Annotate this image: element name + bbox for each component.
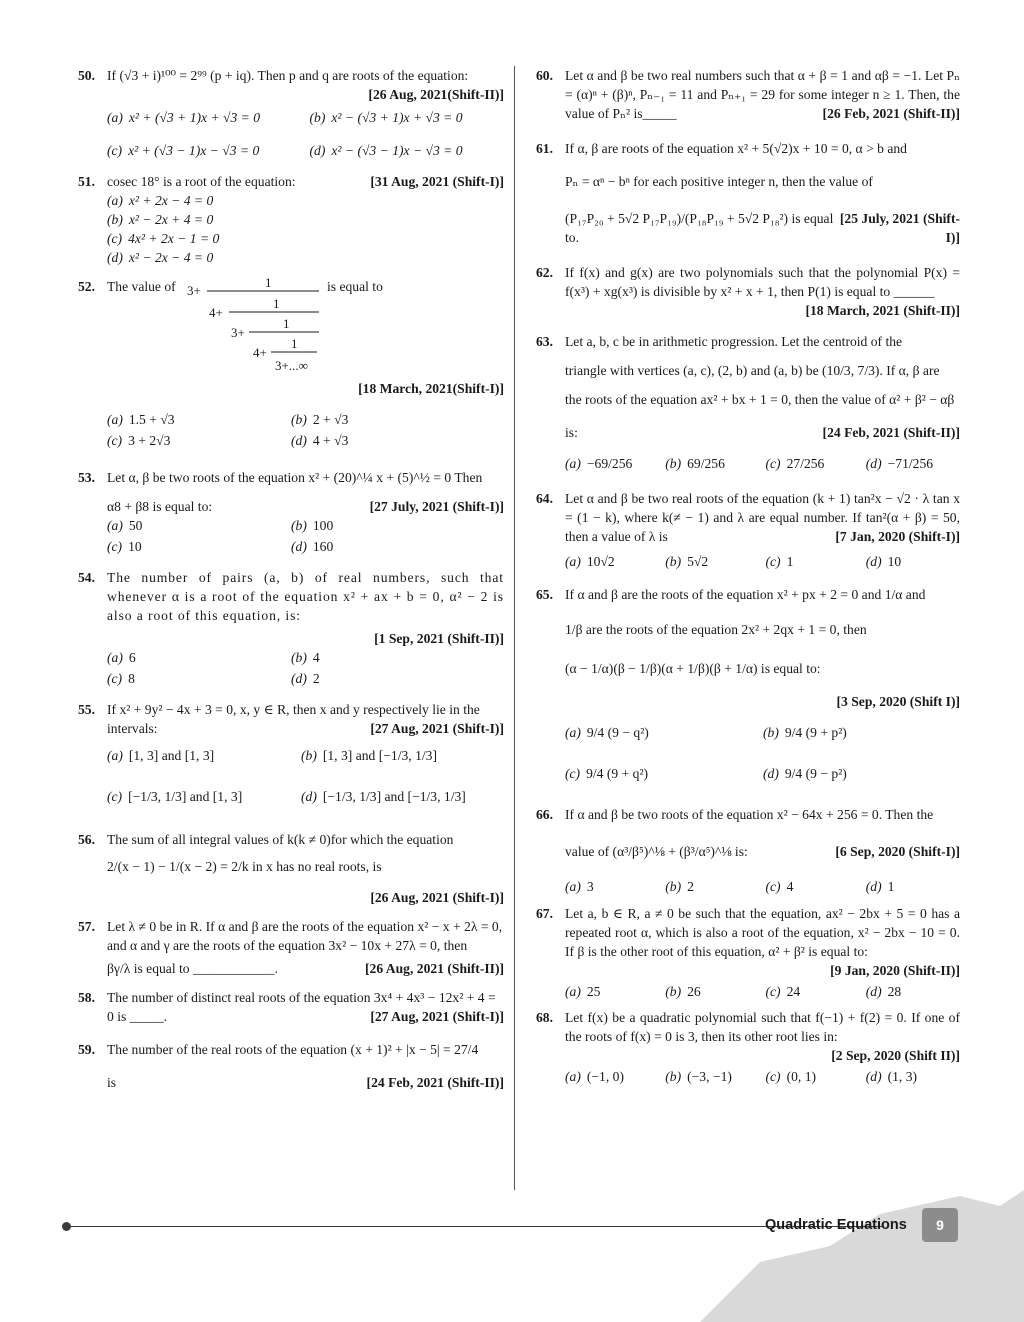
exam-tag: [27 Aug, 2021 (Shift-I)]	[370, 1009, 504, 1024]
question-number: 54.	[78, 570, 95, 585]
exam-tag: [2 Sep, 2020 (Shift II)]	[831, 1048, 960, 1063]
option-a: (a) 25	[565, 984, 601, 999]
exam-tag: [27 July, 2021 (Shift-I)]	[369, 499, 504, 514]
option-d: (d) 28	[865, 984, 902, 999]
option-b: (b) (−3, −1)	[665, 1069, 732, 1084]
question-stem: The number of pairs (a, b) of real numbers, such that whenever α is a root of the equation x² + ax + b = 0, α² − 2 is also a root of this equation, is:	[107, 570, 504, 623]
page-number: 9	[936, 1217, 944, 1233]
question-stem: If (√3 + i)¹⁰⁰ = 2⁹⁹ (p + iq). Then p and q are roots of the equation:	[107, 68, 469, 83]
cf-one-3: 1	[283, 316, 290, 331]
option-c: (c) (0, 1)	[765, 1069, 817, 1084]
question-stem-end: is equal to	[327, 279, 383, 294]
option-b: (b) 100	[291, 518, 334, 533]
footer-bullet	[62, 1222, 71, 1231]
exam-tag: [31 Aug, 2021 (Shift-I)]	[370, 174, 504, 189]
question-stem: The value of	[107, 279, 176, 294]
question-number: 61.	[536, 141, 553, 156]
question-stem: Let f(x) be a quadratic polynomial such that f(−1) + f(2) = 0. If one of the roots of f(x) = 0 is 3, then its other root lies in:	[565, 1010, 960, 1044]
question-stem: Let α and β be two real roots of the equation (k + 1) tan²x − √2 · λ tan x = (1 − k), where k(≠ − 1) and λ are equal number. If tan²(α + β) = 50, then a value of λ is	[565, 491, 960, 544]
option-a: (a) 50	[107, 518, 143, 533]
option-b: (b) 9/4 (9 + p²)	[763, 725, 847, 740]
exam-tag: [18 March, 2021 (Shift-II)]	[805, 303, 960, 318]
option-b: (b) 2	[665, 879, 694, 894]
option-d: (d) 10	[865, 554, 902, 569]
exam-tag: [25 July, 2021 (Shift-I)]	[839, 211, 960, 245]
question-stem: Let a, b ∈ R, a ≠ 0 be such that the equation, ax² − 2bx + 5 = 0 has a repeated root α, which is also a root of the equation, x² − 2bx − 10 = 0. If β is the other root of this equation, α² + β² is equal to:	[565, 906, 960, 959]
question-number: 50.	[78, 68, 95, 83]
question-number: 53.	[78, 470, 95, 485]
option-d: (d) x² − 2x − 4 = 0	[107, 250, 214, 265]
option-c: (c) 1	[765, 554, 794, 569]
exam-tag: [18 March, 2021(Shift-I)]	[358, 381, 504, 396]
exam-tag: [7 Jan, 2020 (Shift-I)]	[835, 529, 960, 544]
question-stem: If α and β are the roots of the equation x² + px + 2 = 0 and 1/α and	[565, 587, 926, 602]
option-c: (c) 9/4 (9 + q²)	[565, 766, 649, 781]
option-c: (c) 4	[765, 879, 794, 894]
option-c: (c) 8	[107, 671, 135, 686]
option-b: (b) 26	[665, 984, 701, 999]
option-b: (b) [1, 3] and [−1/3, 1/3]	[301, 748, 437, 763]
question-number: 58.	[78, 990, 95, 1005]
option-b: (b) 2 + √3	[291, 412, 349, 427]
cf-d: 4+	[253, 345, 267, 360]
option-a: (a) 6	[107, 650, 136, 665]
question-stem-4: is:	[565, 425, 578, 440]
exam-tag: [3 Sep, 2020 (Shift I)]	[836, 694, 960, 709]
question-stem-2: 2/(x − 1) − 1/(x − 2) = 2/k in x has no real roots, is	[107, 859, 382, 874]
option-d: (d) 2	[291, 671, 320, 686]
option-a: (a) 9/4 (9 − q²)	[565, 725, 649, 740]
question-number: 60.	[536, 68, 553, 83]
option-b: (b) x² − 2x + 4 = 0	[107, 212, 214, 227]
question-number: 64.	[536, 491, 553, 506]
option-d: (d) 9/4 (9 − p²)	[763, 766, 847, 781]
option-d: (d) 160	[291, 539, 334, 554]
question-stem: If α, β are roots of the equation x² + 5(√2)x + 10 = 0, α > b and	[565, 141, 907, 156]
question-stem-3: (α − 1/α)(β − 1/β)(α + 1/β)(β + 1/α) is equal to:	[565, 661, 821, 676]
question-stem-2: βγ/λ is equal to ____________.	[107, 961, 278, 976]
question-stem: The number of distinct real roots of the equation 3x⁴ + 4x³ − 12x² + 4 = 0 is _____.	[107, 990, 496, 1024]
question-stem-2: triangle with vertices (a, c), (2, b) and (a, b) be (10/3, 7/3). If α, β are	[565, 363, 940, 378]
option-b: (b) 69/256	[665, 456, 725, 471]
option-c: (c) 10	[107, 539, 142, 554]
exam-tag: [26 Aug, 2021(Shift-II)]	[368, 87, 504, 102]
question-stem: Let λ ≠ 0 be in R. If α and β are the roots of the equation x² − x + 2λ = 0, and α and γ are the roots of the equation 3x² − 10x + 27λ = 0, then	[107, 919, 503, 953]
question-number: 62.	[536, 265, 553, 280]
option-a: (a) (−1, 0)	[565, 1069, 624, 1084]
option-a: (a) [1, 3] and [1, 3]	[107, 748, 215, 763]
cf-c: 3+	[231, 325, 245, 340]
option-b: (b) 4	[291, 650, 320, 665]
question-stem-2: Pₙ = αⁿ − bⁿ for each positive integer n, then the value of	[565, 174, 873, 189]
exam-tag: [26 Feb, 2021 (Shift-II)]	[822, 106, 960, 121]
chapter-title: Quadratic Equations	[765, 1217, 907, 1233]
option-c: (c) 27/256	[765, 456, 825, 471]
exam-tag: [6 Sep, 2020 (Shift-I)]	[835, 844, 960, 859]
cf-a: 3+	[187, 283, 201, 298]
question-stem: The sum of all integral values of k(k ≠ 0)for which the equation	[107, 832, 454, 847]
question-number: 56.	[78, 832, 95, 847]
option-a: (a) 10√2	[565, 554, 615, 569]
question-stem-3: the roots of the equation ax² + bx + 1 = 0, then the value of α² + β² − αβ	[565, 392, 955, 407]
exam-tag: [1 Sep, 2021 (Shift-II)]	[374, 631, 504, 646]
question-stem: If f(x) and g(x) are two polynomials such that the polynomial P(x) = f(x³) + xg(x³) is divisible by x² + x + 1, then P(1) is equal to ______	[565, 265, 960, 299]
question-number: 51.	[78, 174, 95, 189]
question-stem-2: 1/β are the roots of the equation 2x² + 2qx + 1 = 0, then	[565, 622, 867, 637]
question-number: 68.	[536, 1010, 553, 1025]
cf-one-2: 1	[273, 296, 280, 311]
question-stem-2: value of (α³/β⁵)^⅛ + (β³/α⁵)^⅛ is:	[565, 844, 748, 859]
option-b: (b) x² − (√3 + 1)x + √3 = 0	[309, 110, 463, 125]
question-stem-2: α8 + β8 is equal to:	[107, 499, 213, 514]
option-c: (c) x² + (√3 − 1)x − √3 = 0	[107, 143, 260, 158]
question-stem: If x² + 9y² − 4x + 3 = 0, x, y ∈ R, then x and y respectively lie in the intervals:	[107, 702, 480, 736]
option-d: (d) [−1/3, 1/3] and [−1/3, 1/3]	[301, 789, 466, 804]
option-a: (a) 1.5 + √3	[107, 412, 175, 427]
question-stem-3: (P₁₇P₂₀ + 5√2 P₁₇P₁₉)/(P₁₈P₁₉ + 5√2 P₁₈²) is equal to.	[565, 211, 834, 245]
question-number: 63.	[536, 334, 553, 349]
option-d: (d) 4 + √3	[291, 433, 349, 448]
exam-tag: [26 Aug, 2021 (Shift-I)]	[370, 890, 504, 905]
option-c: (c) 4x² + 2x − 1 = 0	[107, 231, 220, 246]
question-number: 55.	[78, 702, 95, 717]
option-d: (d) x² − (√3 − 1)x − √3 = 0	[309, 143, 463, 158]
option-c: (c) [−1/3, 1/3] and [1, 3]	[107, 789, 243, 804]
question-stem: Let a, b, c be in arithmetic progression. Let the centroid of the	[565, 334, 903, 349]
question-stem: Let α, β be two roots of the equation x² + (20)^¼ x + (5)^½ = 0 Then	[107, 470, 483, 485]
option-d: (d) −71/256	[865, 456, 934, 471]
question-stem: Let α and β be two real numbers such that α + β = 1 and αβ = −1. Let Pₙ = (α)ⁿ + (β)ⁿ, Pₙ₋₁ = 11 and Pₙ₊₁ = 29 for some integer n ≥ 1. Then, the value of Pₙ² is_____	[565, 68, 960, 121]
cf-b: 4+	[209, 305, 223, 320]
option-a: (a) −69/256	[565, 456, 633, 471]
footer-rule	[64, 1226, 884, 1227]
option-d: (d) 1	[865, 879, 895, 894]
question-number: 67.	[536, 906, 553, 921]
option-b: (b) 5√2	[665, 554, 709, 569]
cf-e: 3+...∞	[275, 358, 308, 373]
question-stem: cosec 18° is a root of the equation:	[107, 174, 296, 189]
exam-tag: [9 Jan, 2020 (Shift-II)]	[830, 963, 960, 978]
cf-one-4: 1	[291, 336, 298, 351]
cf-one-1: 1	[265, 275, 272, 290]
question-stem-2: is	[107, 1075, 117, 1090]
option-a: (a) x² + (√3 + 1)x + √3 = 0	[107, 110, 261, 125]
exam-tag: [26 Aug, 2021 (Shift-II)]	[365, 961, 504, 976]
question-number: 66.	[536, 807, 553, 822]
exam-tag: [24 Feb, 2021 (Shift-II)]	[366, 1075, 504, 1090]
option-a: (a) 3	[565, 879, 594, 894]
option-c: (c) 3 + 2√3	[107, 433, 171, 448]
question-number: 59.	[78, 1042, 95, 1057]
question-stem: If α and β be two roots of the equation x² − 64x + 256 = 0. Then the	[565, 807, 934, 822]
option-a: (a) x² + 2x − 4 = 0	[107, 193, 214, 208]
exam-tag: [27 Aug, 2021 (Shift-I)]	[370, 721, 504, 736]
question-number: 65.	[536, 587, 553, 602]
question-number: 57.	[78, 919, 95, 934]
option-d: (d) (1, 3)	[865, 1069, 918, 1084]
exam-tag: [24 Feb, 2021 (Shift-II)]	[822, 425, 960, 440]
question-stem: The number of the real roots of the equation (x + 1)² + |x − 5| = 27/4	[107, 1042, 479, 1057]
option-c: (c) 24	[765, 984, 801, 999]
question-number: 52.	[78, 279, 95, 294]
